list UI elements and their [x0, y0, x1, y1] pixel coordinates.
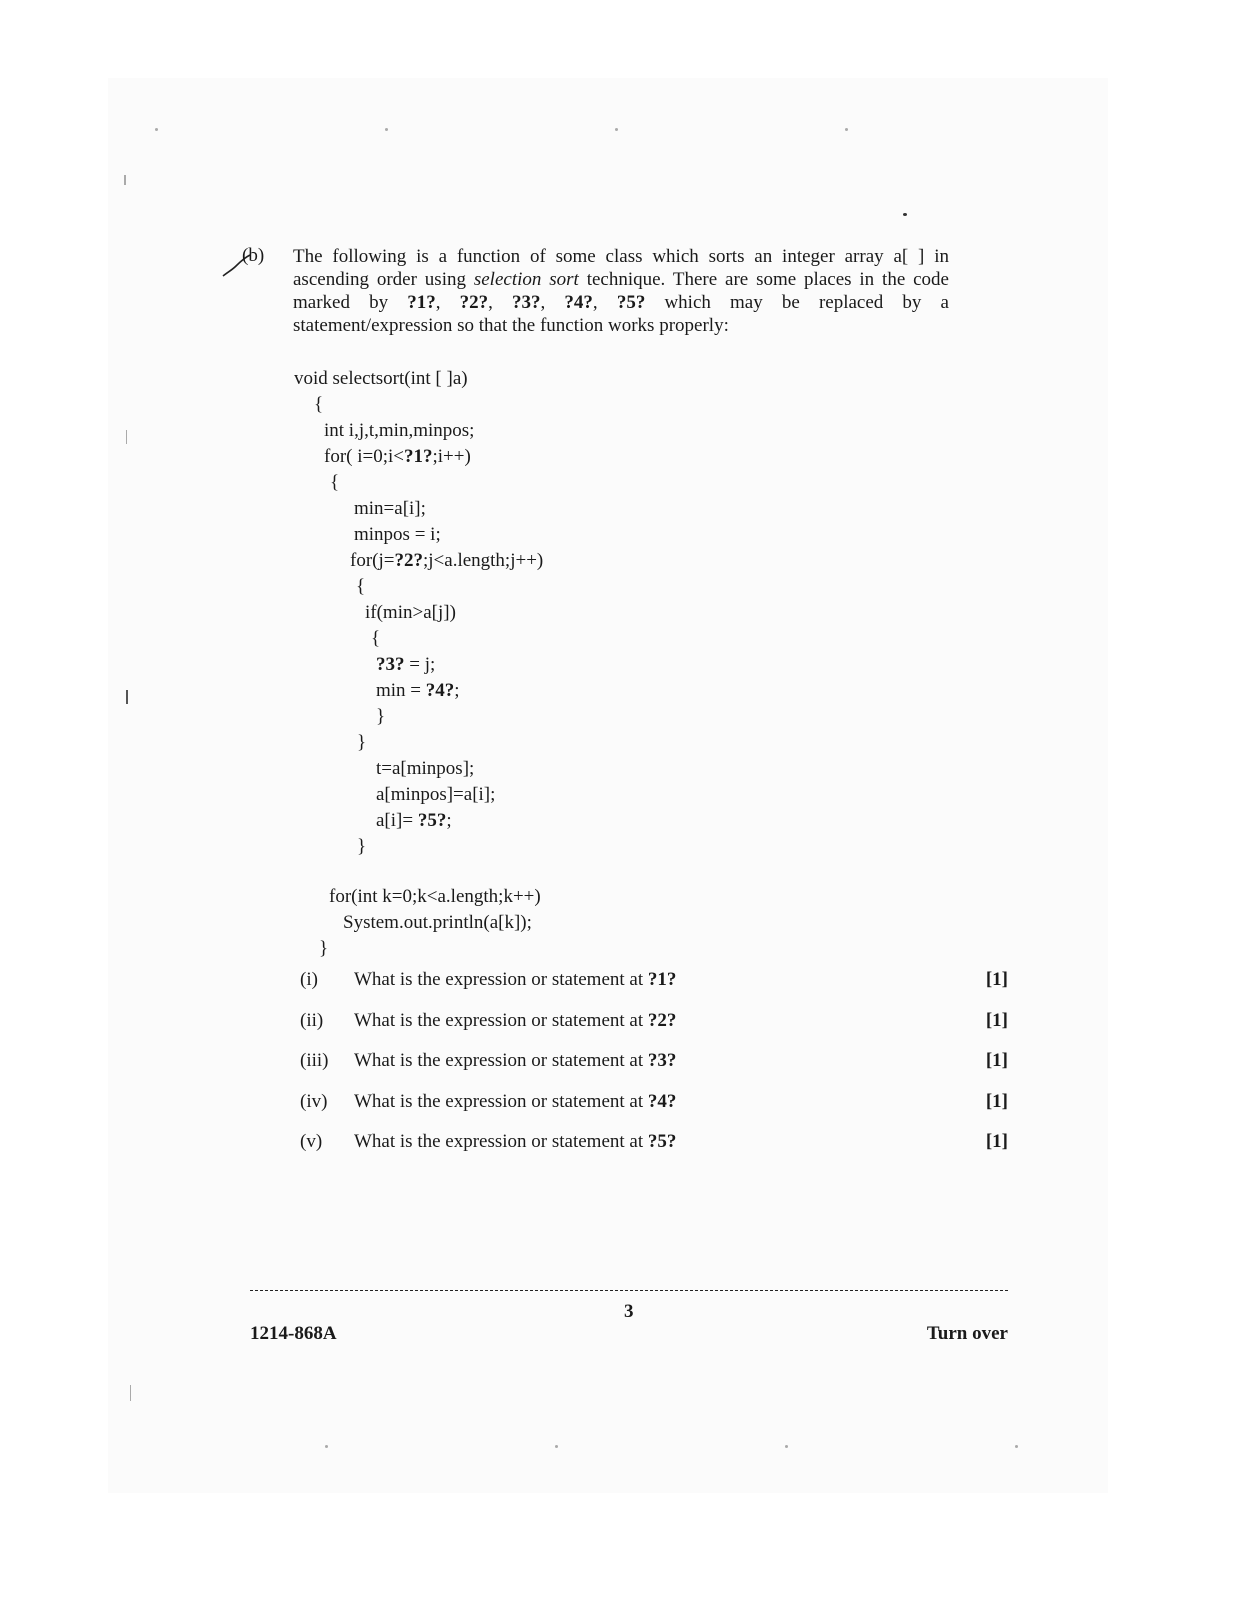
code-text: minpos = i; [354, 524, 441, 545]
code-text: if(min>a[j]) [365, 602, 456, 623]
code-line [365, 600, 456, 626]
code-text: ; [446, 810, 452, 831]
intro-line [293, 291, 949, 314]
code-placeholder: ?5? [417, 810, 447, 831]
code-line [330, 470, 339, 496]
subquestion-prompt: What is the expression or statement at [354, 1010, 648, 1031]
intro-text: marked by [293, 292, 408, 313]
code-text: ;j<a.length;j++) [422, 550, 544, 571]
intro-line [293, 314, 949, 337]
subquestion-text [354, 1050, 676, 1072]
code-text: int i,j,t,min,minpos; [324, 420, 475, 441]
code-line [354, 522, 441, 548]
code-line [354, 496, 426, 522]
code-text: } [376, 706, 386, 727]
footer-divider [250, 1290, 1008, 1291]
code-text: { [314, 394, 324, 415]
intro-text: , [488, 292, 513, 313]
code-text: ;i++) [432, 446, 471, 467]
intro-text: ascending order using [293, 269, 474, 290]
intro-placeholder: ?1? [407, 292, 436, 313]
code-text: { [371, 628, 381, 649]
code-text: void selectsort(int [ ]a) [294, 368, 468, 389]
code-text: for( i=0;i< [324, 446, 404, 467]
subquestion-text [354, 1091, 676, 1113]
marks-badge: [1] [985, 969, 1008, 990]
code-line [314, 392, 323, 418]
code-line [324, 418, 474, 444]
intro-text: The following is a function of some class which sorts an integer array a[ ] in [293, 246, 949, 267]
subquestion-number: (i) [300, 969, 318, 990]
subquestion-prompt: What is the expression or statement at [354, 969, 648, 990]
page-number: 3 [624, 1301, 634, 1322]
subquestion-number: (v) [300, 1131, 323, 1152]
code-text: a[minpos]=a[i]; [376, 784, 496, 805]
code-placeholder: ?3? [376, 654, 405, 675]
intro-placeholder: ?4? [564, 292, 593, 313]
code-text: } [357, 732, 367, 753]
marks-badge: [1] [985, 1050, 1008, 1071]
intro-line [293, 245, 949, 268]
code-text: a[i]= [376, 810, 418, 831]
subquestion-placeholder: ?2? [647, 1010, 677, 1031]
code-text: } [319, 938, 329, 959]
code-placeholder: ?4? [425, 680, 455, 701]
intro-line [293, 268, 949, 291]
code-text: t=a[minpos]; [376, 758, 475, 779]
subquestion-number: (ii) [300, 1010, 324, 1031]
subquestion-prompt: What is the expression or statement at [354, 1050, 648, 1071]
intro-placeholder: ?3? [512, 292, 541, 313]
code-line [376, 678, 460, 704]
code-placeholder: ?1? [404, 446, 433, 467]
code-line [324, 444, 471, 470]
code-text: } [357, 836, 367, 857]
subquestion-placeholder: ?3? [647, 1050, 677, 1071]
code-text: System.out.println(a[k]); [343, 912, 532, 933]
intro-placeholder: ?5? [616, 292, 646, 313]
code-line [376, 756, 474, 782]
intro-placeholder: ?2? [459, 292, 489, 313]
intro-text: which may be replaced by a [645, 292, 949, 313]
subquestion-number: (iv) [300, 1091, 328, 1112]
code-text: for(j= [350, 550, 395, 571]
intro-emphasis: selection sort [473, 269, 579, 290]
code-line [343, 910, 532, 936]
subquestion-prompt: What is the expression or statement at [354, 1131, 648, 1152]
code-line [371, 626, 380, 652]
code-placeholder: ?2? [394, 550, 423, 571]
code-text: { [330, 472, 340, 493]
turn-over-label: Turn over [926, 1323, 1008, 1344]
subquestion-text [354, 969, 676, 991]
marks-badge: [1] [985, 1010, 1008, 1031]
intro-text: technique. There are some places in the code [578, 269, 949, 290]
subquestion-text [354, 1131, 676, 1153]
code-line [376, 704, 385, 730]
code-line [376, 808, 452, 834]
paper-code: 1214-868A [250, 1323, 337, 1344]
code-line [357, 834, 366, 860]
question-label: (b) [242, 245, 265, 266]
question-intro [293, 245, 949, 337]
code-line [319, 936, 328, 962]
code-text: min = [376, 680, 426, 701]
subquestion-text [354, 1010, 676, 1032]
code-line [376, 652, 435, 678]
code-line [294, 366, 468, 392]
code-text: ; [454, 680, 460, 701]
subquestion-prompt: What is the expression or statement at [354, 1091, 648, 1112]
subquestion-placeholder: ?5? [647, 1131, 677, 1152]
code-line [356, 574, 365, 600]
code-text: min=a[i]; [354, 498, 426, 519]
code-text: for(int k=0;k<a.length;k++) [329, 886, 541, 907]
code-text: = j; [404, 654, 436, 675]
intro-text: , [435, 292, 460, 313]
code-line [357, 730, 366, 756]
marks-badge: [1] [985, 1091, 1008, 1112]
subquestion-number: (iii) [300, 1050, 329, 1071]
intro-text: , [592, 292, 617, 313]
code-text: { [356, 576, 366, 597]
intro-text: statement/expression so that the function works properly: [293, 315, 729, 336]
code-line [329, 884, 541, 910]
subquestion-placeholder: ?1? [647, 969, 677, 990]
subquestion-placeholder: ?4? [647, 1091, 677, 1112]
intro-text: , [540, 292, 565, 313]
marks-badge: [1] [985, 1131, 1008, 1152]
code-line [376, 782, 495, 808]
code-line [350, 548, 543, 574]
